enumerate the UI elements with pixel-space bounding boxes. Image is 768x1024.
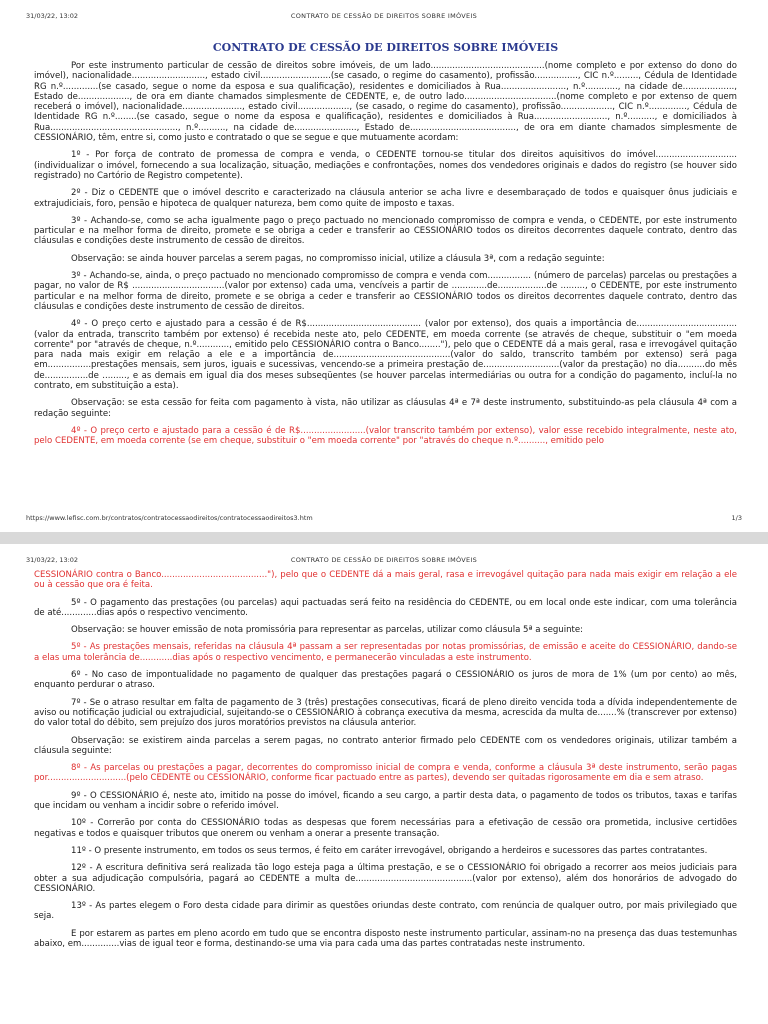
header-date: 31/03/22, 13:02: [26, 12, 79, 20]
clause-paragraph: 10º - Correrão por conta do CESSIONÁRIO todas as despesas que forem necessárias para a efetivação de cessão ora prometida, inclusive certidões negativas e todos e quaisquer tributos que onerem ou venham a onerar a presente transação.: [34, 818, 737, 839]
page-body: [34, 41, 737, 454]
document-title: CONTRATO DE CESSÃO DE DIREITOS SOBRE IMÓVEIS: [212, 41, 559, 54]
header-title: CONTRATO DE CESSÃO DE DIREITOS SOBRE IMÓVEIS: [290, 12, 478, 20]
clause-paragraph: 2º - Diz o CEDENTE que o imóvel descrito e caracterizado na cláusula anterior se acha livre e desembaraçado de todos e quaisquer ônus judiciais e extrajudiciais, foro, pensão e hipoteca de qualquer natureza, bem como quite de imposto e taxas.: [34, 188, 737, 209]
clause-paragraph: 9º - O CESSIONÁRIO é, neste ato, imitido na posse do imóvel, ficando a seu cargo, a partir desta data, o pagamento de todos os tributos, taxas e tarifas que incidam ou venham a incidir sobre o referido imóvel.: [34, 790, 737, 812]
clause-paragraph: Observação: se esta cessão for feita com pagamento à vista, não utilizar as cláusulas 4ª e 7ª deste instrumento, substituindo-as pela cláusula 4ª com a redação seguinte:: [34, 398, 737, 419]
clause-paragraph: 4º - O preço certo e ajustado para a cessão é de R$.......................................... (valor por extenso), dos quais a importância de.....................................(valor da entrada, transcrito também por extenso) é recebida neste ato, pelo CEDENTE, em moeda corrente (se através de cheque, substituir o "em moeda corrente" por "através de cheque, n.º............, emitido pelo CESSIONÁRIO contra o Banco........"), pelo que o CEDENTE dá a mais geral, rasa e irrevogável quitação para nada mais exigir em relação a ele e a importância de...........................................(valor do saldo, transcrito também por extenso) será paga em................prestações mensais, sem juros, iguais e sucessivas, vencendo-se a primeira prestação de............................(valor da prestação) no dia..........do mês de................de ........., e as demais em igual dia dos meses subseqüentes (se houver parcelas intermediárias ou outra for a condição do pagamento, incluí-la no contrato, em substituição a esta).: [34, 319, 737, 392]
clause-paragraph: Observação: se ainda houver parcelas a serem pagas, no compromisso inicial, utilize a cláusula 3ª, com a redação seguinte:: [71, 253, 605, 264]
clause-paragraph: 1º - Por força de contrato de promessa de compra e venda, o CEDENTE tornou-se titular dos direitos aquisitivos do imóvel.............................. (individualizar o imóvel, fornecendo a sua localização, situação, mediações e confrontações, nomes dos vendedores originais e dados do registro (se houver sido registrado) no Cartório de Registro competente).: [34, 150, 737, 181]
clause-paragraph: 8º - As parcelas ou prestações a pagar, decorrentes do compromisso inicial de compra e venda, conforme a cláusula 3ª deste instrumento, serão pagas por.............................(pelo CEDENTE ou CESSIONÁRIO, conforme ficar pactuado entre as partes), devendo ser quitadas rigorosamente em dia e sem atraso.: [34, 763, 737, 784]
footer-page-number: 1/3: [731, 514, 742, 522]
clause-paragraph: CESSIONÁRIO contra o Banco......................................."), pelo que o CEDENTE dá a mais geral, rasa e irrevogável quitação para nada mais exigir em relação a ele ou à cessão que ora é feita.: [34, 570, 737, 591]
clause-paragraph: 4º - O preço certo e ajustado para a cessão é de R$........................(valor transcrito também por extenso), valor esse recebido integralmente, neste ato, pelo CEDENTE, em moeda corrente (se em cheque, substituir o "em moeda corrente" por "através do cheque n.º.........., emitido pelo: [34, 425, 737, 447]
clause-paragraph: 7º - Se o atraso resultar em falta de pagamento de 3 (três) prestações consecutivas, ficará de pleno direito vencida toda a dívida independentemente de aviso ou notificação judicial ou extrajudicial, sujeitando-se o CESSIONÁRIO à cobrança executiva da mesma, acrescida da multa de.......% (transcrever por extenso) do valor total do débito, sem prejuízo dos juros moratórios previstos na cláusula anterior.: [34, 697, 737, 729]
page-header: [26, 12, 742, 22]
clause-paragraph: Observação: se existirem ainda parcelas a serem pagas, no contrato anterior firmado pelo CEDENTE com os vendedores originais, utilizar também a cláusula seguinte:: [34, 735, 737, 756]
page-header: [26, 556, 742, 566]
clause-paragraph: Observação: se houver emissão de nota promissória para representar as parcelas, utilizar como cláusula 5ª a seguinte:: [71, 625, 583, 636]
header-title: CONTRATO DE CESSÃO DE DIREITOS SOBRE IMÓVEIS: [290, 556, 478, 564]
paragraph-list: [34, 570, 737, 949]
page-separator: [0, 532, 768, 544]
page-footer: [26, 514, 742, 524]
document-page-2: [0, 544, 768, 1024]
clause-paragraph: 3º - Achando-se, ainda, o preço pactuado no mencionado compromisso de compra e venda com................ (número de parcelas) parcelas ou prestações a pagar, no valor de R$ ..................................(valor por extenso) cada uma, vencíveis a partir de .............de..................de ........., o CEDENTE, por este instrumento particular e na melhor forma de direito, promete e se obriga a ceder e transferir ao CESSIONÁRIO todos os direitos decorrentes daquele contrato, dentro das cláusulas e condições deste instrumento de cessão de direitos.: [34, 271, 737, 312]
page-body: [34, 570, 737, 956]
clause-paragraph: E por estarem as partes em pleno acordo em tudo que se encontra disposto neste instrumento particular, assinam-no na presença das duas testemunhas abaixo, em..............vias de igual teor e forma, destinando-se uma via para cada uma das partes contratadas neste instrumento.: [34, 928, 737, 950]
clause-paragraph: 13º - As partes elegem o Foro desta cidade para dirimir as questões oriundas deste contrato, com renúncia de qualquer outro, por mais privilegiado que seja.: [34, 901, 737, 922]
header-date: 31/03/22, 13:02: [26, 556, 79, 564]
clause-paragraph: 5º - As prestações mensais, referidas na cláusula 4ª passam a ser representadas por notas promissórias, de emissão e aceite do CESSIONÁRIO, dando-se a elas uma tolerância de............dias após o respectivo vencimento, e permanecerão vinculadas a este instrumento.: [34, 642, 737, 663]
clause-paragraph: 12º - A escritura definitiva será realizada tão logo esteja paga a última prestação, e se o CESSIONÁRIO foi obrigado a recorrer aos meios judiciais para obter a sua adjudicação compulsória, pagará ao CEDENTE a multa de...........................................(valor por extenso), além dos honorários de advogado do CESSIONÁRIO.: [34, 863, 737, 894]
clause-paragraph: 11º - O presente instrumento, em todos os seus termos, é feito em caráter irrevogável, obrigando a herdeiros e sucessores das partes contratantes.: [71, 845, 708, 856]
clause-paragraph: 5º - O pagamento das prestações (ou parcelas) aqui pactuadas será feito na residência do CEDENTE, ou em local onde este indicar, com uma tolerância de até.............dias após o respectivo vencimento.: [34, 597, 737, 618]
clause-paragraph: Por este instrumento particular de cessão de direitos sobre imóveis, de um lado..........................................(nome completo e por extenso do dono do imóvel), nacionalidade..........................., estado civil..........................(se casado, o regime do casamento), profissão................, CIC n.º........., Cédula de Identidade RG n.º.............(se casado, segue o nome da esposa e sua qualificação), residentes e domiciliados à Rua........................, n.º............, na cidade de..................., Estado de..................., de ora em diante chamados simplesmente de CEDENTE, e, de outro lado..................................(nome completo e por extenso de quem receberá o imóvel), nacionalidade......................, estado civil..................., (se casado, o regime do casamento), profissão..................., CIC n.º.............., Cédula de Identidade RG n.º........(se casado, segue o nome da esposa e qualificação), residentes e domiciliados à Rua..........................., n.º.........., e domiciliados à Rua..............................................., n.º.........., na cidade de......................., Estado de......................................., de ora em diante chamados simplesmente de CESSIONÁRIO, têm, entre si, como justo e contratado o que se segue e que mutuamente acordam:: [34, 61, 737, 144]
clause-paragraph: 6º - No caso de impontualidade no pagamento de qualquer das prestações pagará o CESSIONÁRIO os juros de mora de 1% (um por cento) ao mês, enquanto perdurar o atraso.: [34, 670, 737, 691]
clause-paragraph: 3º - Achando-se, como se acha igualmente pago o preço pactuado no mencionado compromisso de compra e venda, o CEDENTE, por este instrumento particular e na melhor forma de direito, promete e se obriga a ceder e transferir ao CESSIONÁRIO todos os direitos decorrentes daquele contrato, dentro das cláusulas e condições deste instrumento de cessão de direitos.: [34, 215, 737, 247]
paragraph-list: [34, 61, 737, 447]
footer-url[interactable]: https://www.lefisc.com.br/contratos/contratocessaodireitos/contratocessaodireitos3.htm: [26, 514, 313, 522]
